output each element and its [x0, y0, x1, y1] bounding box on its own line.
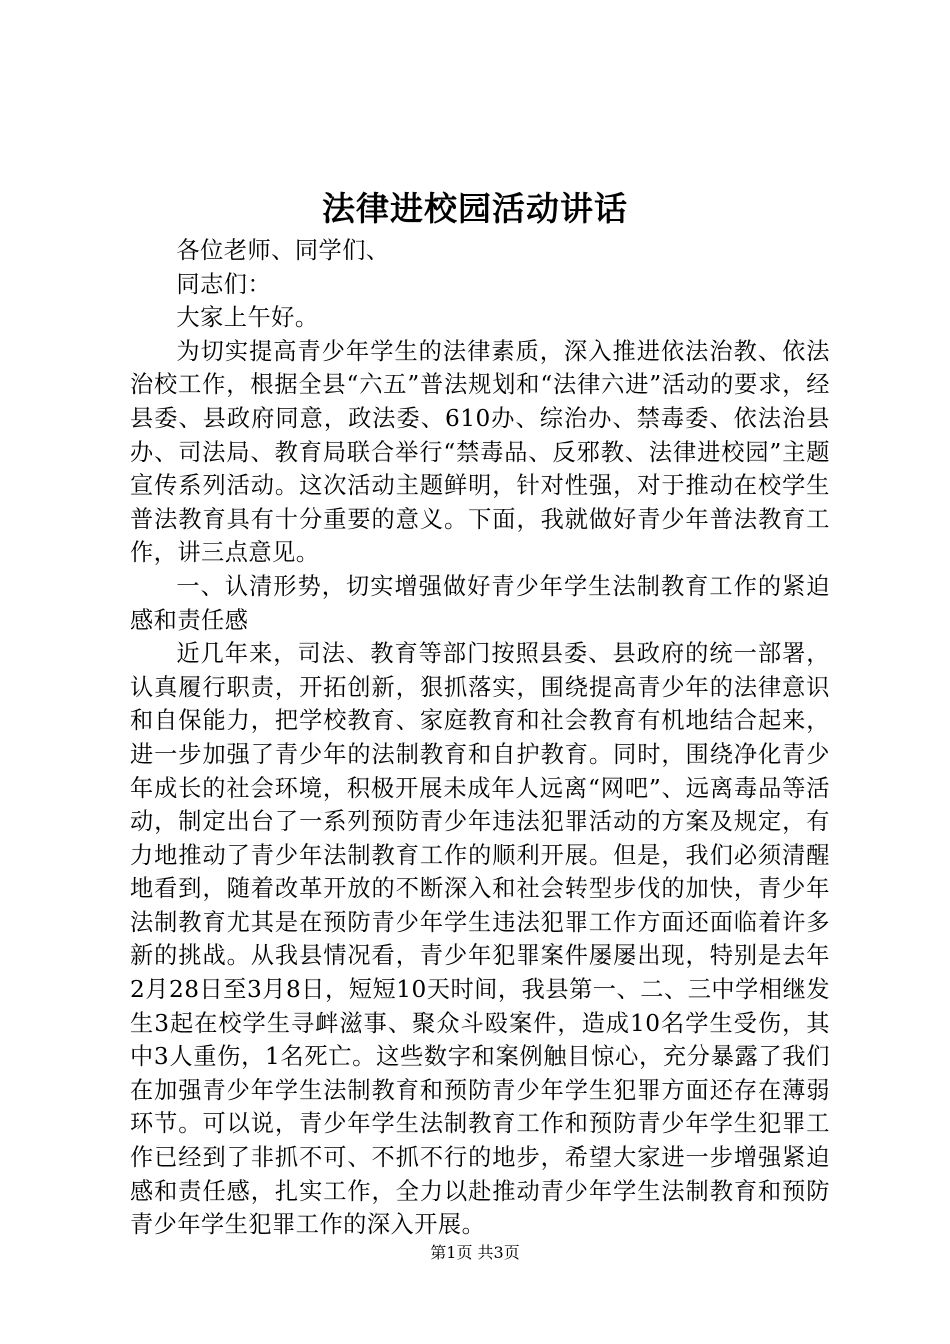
- salutation-line-2: 同志们：: [176, 270, 272, 298]
- greeting: 大家上午好。: [176, 304, 319, 332]
- intro-paragraph: 为切实提高青少年学生的法律素质，深入推进依法治教、依法治校工作，根据全县“六五”普法规划和“法律六进”活动的要求，经县委、县政府同意，政法委、610办、综治办、禁毒委、依法治县办、司法局、教育局联合举行“禁毒品、反邪教、法律进校园”主题宣传系列活动。这次活动主题鲜明，针对性强，对于推动在校学生普法教育具有十分重要的意义。下面，我就做好青少年普法教育工作，讲三点意见。: [130, 337, 830, 567]
- document-title: 法律进校园活动讲话: [322, 189, 628, 228]
- salutation-line-1: 各位老师、同学们、: [176, 237, 390, 264]
- page-number: 第1页 共3页: [430, 1243, 520, 1262]
- body-paragraph: 近几年来，司法、教育等部门按照县委、县政府的统一部署，认真履行职责，开拓创新，狠抓落实，围绕提高青少年的法律意识和自保能力，把学校教育、家庭教育和社会教育有机地结合起来，进一步加强了青少年的法制教育和自护教育。同时，围绕净化青少年成长的社会环境，积极开展未成年人远离“网吧”、远离毒品等活动，制定出台了一系列预防青少年违法犯罪活动的方案及规定，有力地推动了青少年法制教育工作的顺利开展。但是，我们必须清醒地看到，随着改革开放的不断深入和社会转型步伐的加快，青少年法制教育尤其是在预防青少年学生违法犯罪工作方面还面临着许多新的挑战。从我县情况看，青少年犯罪案件屡屡出现，特别是去年2月28日至3月8日，短短10天时间，我县第一、二、三中学相继发生3起在校学生寻衅滋事、聚众斗殴案件，造成10名学生受伤，其中3人重伤，1名死亡。这些数字和案例触目惊心，充分暴露了我们在加强青少年学生法制教育和预防青少年学生犯罪方面还存在薄弱环节。可以说，青少年学生法制教育工作和预防青少年学生犯罪工作已经到了非抓不可、不抓不行的地步，希望大家进一步增强紧迫感和责任感，扎实工作，全力以赴推动青少年学生法制教育和预防青少年学生犯罪工作的深入开展。: [130, 640, 830, 1239]
- document-body: [130, 234, 830, 1242]
- section-heading-1: 一、认清形势，切实增强做好青少年学生法制教育工作的紧迫感和责任感: [130, 572, 830, 634]
